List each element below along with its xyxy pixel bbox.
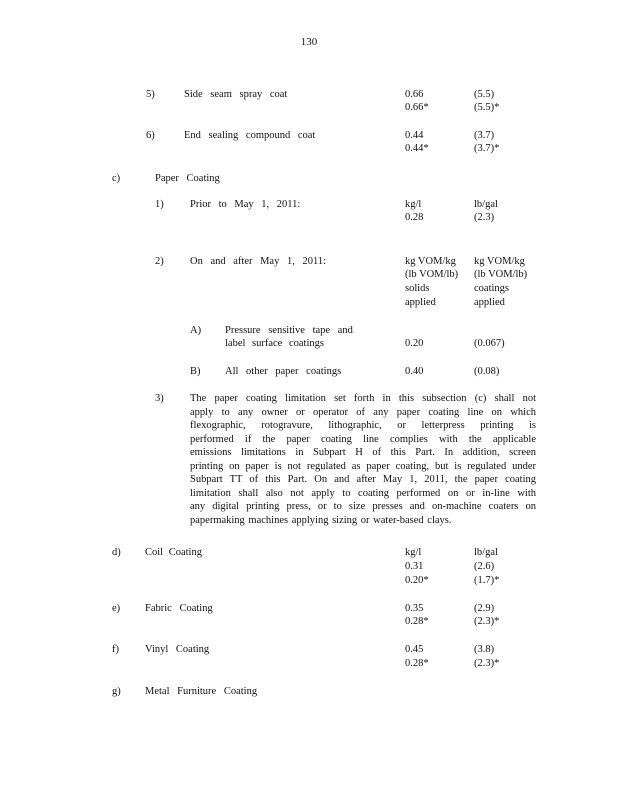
d-value-1-star: 0.20* — [405, 575, 429, 586]
c2-header-2-line-3: coatings — [474, 283, 509, 294]
c2-header-1-line-2: (lb VOM/lb) — [405, 269, 459, 280]
c2a-value-2: (0.067) — [474, 338, 505, 349]
section-c-letter: c) — [112, 173, 121, 184]
paragraph-line: limitation shall also not apply to coating performed on or in-line with — [190, 487, 536, 499]
paragraph-line: any digital printing press, or to size presses and on-machine coaters on — [190, 501, 536, 512]
c1-unit-header-1: kg/l — [405, 199, 422, 210]
item-5-number: 5) — [146, 89, 155, 100]
page-number: 130 — [300, 36, 318, 48]
item-5-label: Side seam spray coat — [184, 89, 288, 100]
paragraph-line: emissions limitations in Subpart H of this Part. In addition, screen — [190, 447, 536, 458]
item-6-value-1-star: 0.44* — [405, 143, 429, 154]
c1-number: 1) — [155, 199, 164, 210]
item-6-label: End sealing compound coat — [184, 130, 316, 141]
d-unit-header-1: kg/l — [405, 547, 422, 558]
e-value-2-star: (2.3)* — [474, 616, 500, 627]
c2-number: 2) — [155, 256, 164, 267]
d-value-2-star: (1.7)* — [474, 575, 500, 586]
section-e-title: Fabric Coating — [145, 603, 213, 614]
paragraph-line: apply to any owner or operator of any paper coating line on which — [190, 406, 536, 418]
c2a-label-line-1: Pressure sensitive tape and — [225, 325, 353, 336]
item-5-value-1-star: 0.66* — [405, 102, 429, 113]
e-value-1: 0.35 — [405, 603, 424, 614]
c2-label: On and after May 1, 2011: — [190, 256, 326, 267]
c1-label: Prior to May 1, 2011: — [190, 199, 301, 210]
paragraph-line: printing on paper is not regulated as paper coating, but is regulated under — [190, 460, 536, 472]
item-6-value-1: 0.44 — [405, 130, 424, 141]
paragraph-line: performed if the paper coating line complies with the applicable — [190, 433, 536, 445]
c2-header-1-line-3: solids — [405, 283, 430, 294]
c3-paragraph — [190, 392, 536, 527]
item-5-value-2-star: (5.5)* — [474, 102, 500, 113]
c2a-letter: A) — [190, 325, 202, 336]
d-value-1: 0.31 — [405, 561, 424, 572]
c2b-label: All other paper coatings — [225, 366, 342, 377]
section-d-letter: d) — [112, 547, 121, 558]
f-value-2-star: (2.3)* — [474, 658, 500, 669]
item-6-value-2: (3.7) — [474, 130, 495, 141]
c2-header-2-line-1: kg VOM/kg — [474, 256, 525, 267]
f-value-1-star: 0.28* — [405, 658, 429, 669]
c2-header-2-line-4: applied — [474, 297, 505, 308]
c1-value-1: 0.28 — [405, 212, 424, 223]
c2b-value-2: (0.08) — [474, 366, 500, 377]
paragraph-line: The paper coating limitation set forth in this subsection (c) shall not — [190, 393, 536, 404]
c3-number: 3) — [155, 393, 164, 404]
c2-header-1-line-4: applied — [405, 297, 436, 308]
item-5-value-2: (5.5) — [474, 89, 495, 100]
section-f-letter: f) — [112, 644, 119, 655]
section-d-title: Coil Coating — [145, 547, 202, 558]
section-f-title: Vinyl Coating — [145, 644, 210, 655]
paragraph-line: papermaking machines applying sizing or water-based clays. — [190, 514, 452, 526]
c2a-label-line-2: label surface coatings — [225, 338, 324, 349]
item-6-number: 6) — [146, 130, 155, 141]
section-c-title: Paper Coating — [155, 173, 220, 184]
c2b-letter: B) — [190, 366, 201, 377]
d-value-2: (2.6) — [474, 561, 495, 572]
item-5-value-1: 0.66 — [405, 89, 424, 100]
item-6-value-2-star: (3.7)* — [474, 143, 500, 154]
f-value-2: (3.8) — [474, 644, 495, 655]
paragraph-line: flexographic, rotogravure, lithographic, or letterpress printing is — [190, 420, 536, 431]
c2b-value-1: 0.40 — [405, 366, 424, 377]
d-unit-header-2: lb/gal — [474, 547, 498, 558]
c1-value-2: (2.3) — [474, 212, 495, 223]
section-e-letter: e) — [112, 603, 121, 614]
paragraph-line: Subpart TT of this Part. On and after May 1, 2011, the paper coating — [190, 474, 536, 485]
c2-header-1-line-1: kg VOM/kg — [405, 256, 456, 267]
section-g-letter: g) — [112, 686, 121, 697]
c2-header-2-line-2: (lb VOM/lb) — [474, 269, 528, 280]
e-value-1-star: 0.28* — [405, 616, 429, 627]
e-value-2: (2.9) — [474, 603, 495, 614]
c2a-value-1: 0.20 — [405, 338, 424, 349]
f-value-1: 0.45 — [405, 644, 424, 655]
section-g-title: Metal Furniture Coating — [145, 686, 258, 697]
c1-unit-header-2: lb/gal — [474, 199, 498, 210]
